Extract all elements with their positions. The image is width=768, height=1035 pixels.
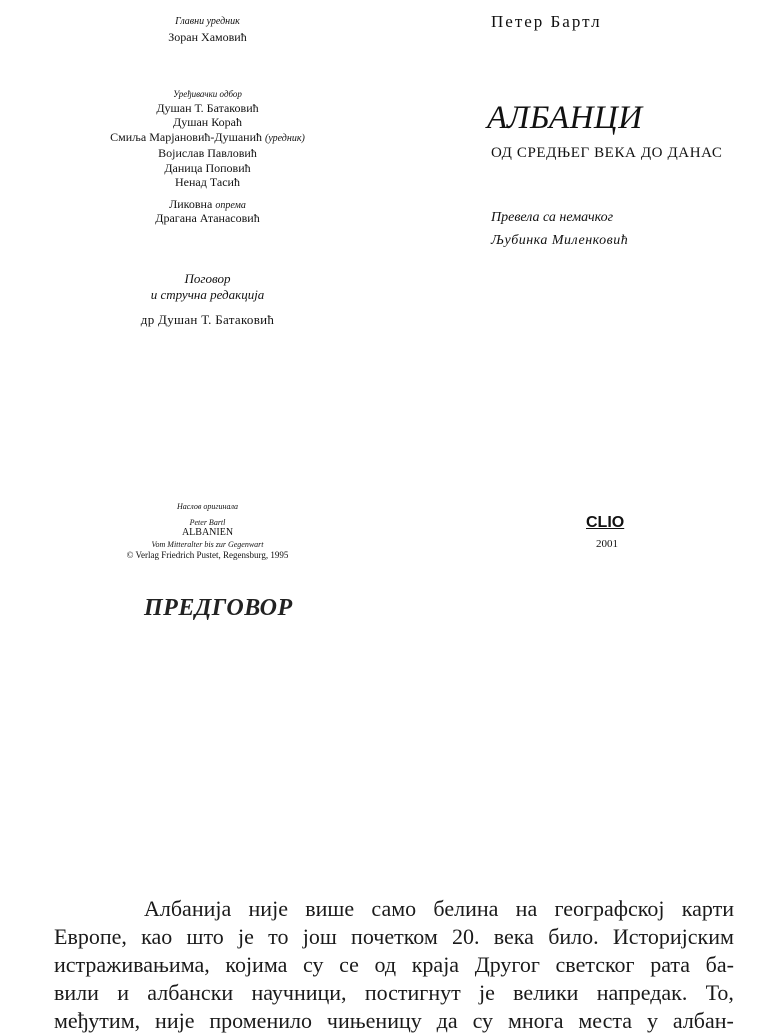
- afterword-author: др Душан Т. Батаковић: [140, 312, 275, 327]
- preface-word: албан-: [672, 1008, 734, 1033]
- original-title-label: Наслов оригинала: [176, 502, 239, 511]
- preface-word: научници,: [251, 980, 347, 1005]
- preface-word: није: [248, 896, 288, 921]
- designer-name: Драгана Атанасовић: [155, 211, 260, 225]
- preface-word: на: [515, 896, 538, 921]
- preface-word: рата: [650, 952, 691, 977]
- preface-word: није: [155, 1008, 195, 1033]
- preface-word: чињеницу: [326, 1008, 422, 1033]
- preface-word: Историјским: [612, 924, 734, 949]
- preface-word: ба-: [705, 952, 734, 977]
- preface-word: географској: [554, 896, 665, 921]
- board-member-name: Војислав Павловић: [158, 146, 257, 161]
- preface-word: да: [436, 1008, 458, 1033]
- preface-word: многа: [507, 1008, 564, 1033]
- board-member-name: Даница Поповић: [164, 160, 251, 175]
- preface-word: се: [339, 952, 359, 977]
- book-title: АЛБАНЦИ: [487, 100, 643, 136]
- original-title: ALBANIEN: [181, 527, 234, 538]
- preface-word: у: [646, 1008, 658, 1033]
- preface-word: још: [302, 924, 337, 949]
- publisher-logo: CLIO: [586, 514, 625, 531]
- afterword-label-line2: и стручна редакција: [150, 287, 265, 302]
- afterword-label: Поговор: [184, 271, 231, 286]
- editor-in-chief-name: Зоран Хамовић: [168, 30, 247, 44]
- editorial-board-label: Уређивачки одбор: [173, 89, 242, 99]
- original-copyright: © Verlag Friedrich Pustet, Regensburg, 1995: [126, 550, 289, 560]
- board-member: [40, 115, 375, 129]
- board-member: [40, 175, 375, 189]
- preface-word: истраживањима,: [54, 952, 210, 977]
- preface-line: [54, 895, 734, 923]
- original-author: Peter Bartl: [189, 518, 226, 527]
- preface-word: Албанија: [144, 896, 232, 921]
- preface-word: променило: [209, 1008, 312, 1033]
- board-member-name: Смиља Марјановић-Душанић: [110, 129, 262, 144]
- board-member: [40, 101, 375, 115]
- board-member-role: (уредник): [264, 132, 305, 144]
- preface-word: То,: [705, 980, 734, 1005]
- translation-label: Превела са немачког: [491, 210, 614, 225]
- preface-word: су: [472, 1008, 494, 1033]
- preface-word: од: [374, 952, 397, 977]
- board-member-name: Душан Кораћ: [173, 115, 242, 130]
- preface-word: је: [238, 924, 254, 949]
- editorial-board-list: [40, 101, 375, 189]
- preface-word: белина: [433, 896, 499, 921]
- preface-word: места: [578, 1008, 633, 1033]
- preface-word: светског: [555, 952, 635, 977]
- editor-in-chief-label: Главни уредник: [175, 16, 240, 27]
- preface-word: постигнут: [364, 980, 461, 1005]
- preface-word: су: [303, 952, 324, 977]
- preface-word: века: [493, 924, 534, 949]
- preface-word: вили: [54, 980, 99, 1005]
- board-member: [40, 130, 375, 146]
- board-member-name: Душан Т. Батаковић: [156, 101, 259, 115]
- preface-line: [54, 979, 734, 1007]
- preface-word: било.: [548, 924, 599, 949]
- book-subtitle: ОД СРЕДЊЕГ ВЕКА ДО ДАНАС: [491, 145, 723, 161]
- preface-line: [54, 951, 734, 979]
- original-subtitle: Vom Mitteralter bis zur Gegenwart: [151, 540, 264, 549]
- preface-word: албански: [147, 980, 234, 1005]
- preface-word: краја: [411, 952, 460, 977]
- preface-word: као: [141, 924, 173, 949]
- preface-word: што: [186, 924, 224, 949]
- preface-word: међутим,: [54, 1008, 141, 1033]
- preface-word: Другог: [474, 952, 540, 977]
- design-label-italic: опрема: [215, 200, 246, 211]
- preface-heading: ПРЕДГОВОР: [144, 595, 293, 621]
- preface-word: Европе,: [54, 924, 127, 949]
- board-member: [40, 161, 375, 175]
- preface-word: 20.: [452, 924, 480, 949]
- preface-word: велики: [513, 980, 579, 1005]
- preface-body: [54, 895, 734, 1035]
- translator-name: Љубинка Миленковић: [491, 233, 629, 248]
- book-author: Петер Бартл: [491, 12, 602, 31]
- preface-word: само: [371, 896, 417, 921]
- preface-word: којима: [225, 952, 288, 977]
- preface-line: [54, 1007, 734, 1035]
- design-label-plain: Ликовна: [169, 197, 213, 211]
- preface-word: напредак.: [596, 980, 688, 1005]
- preface-word: и: [117, 980, 129, 1005]
- board-member: [40, 146, 375, 160]
- preface-line: [54, 923, 734, 951]
- board-member-name: Ненад Тасић: [175, 175, 240, 190]
- publication-year: 2001: [596, 538, 618, 550]
- preface-word: је: [479, 980, 495, 1005]
- preface-word: карти: [681, 896, 734, 921]
- design-label: [40, 197, 375, 212]
- preface-word: почетком: [351, 924, 438, 949]
- preface-word: више: [305, 896, 355, 921]
- preface-word: то: [268, 924, 289, 949]
